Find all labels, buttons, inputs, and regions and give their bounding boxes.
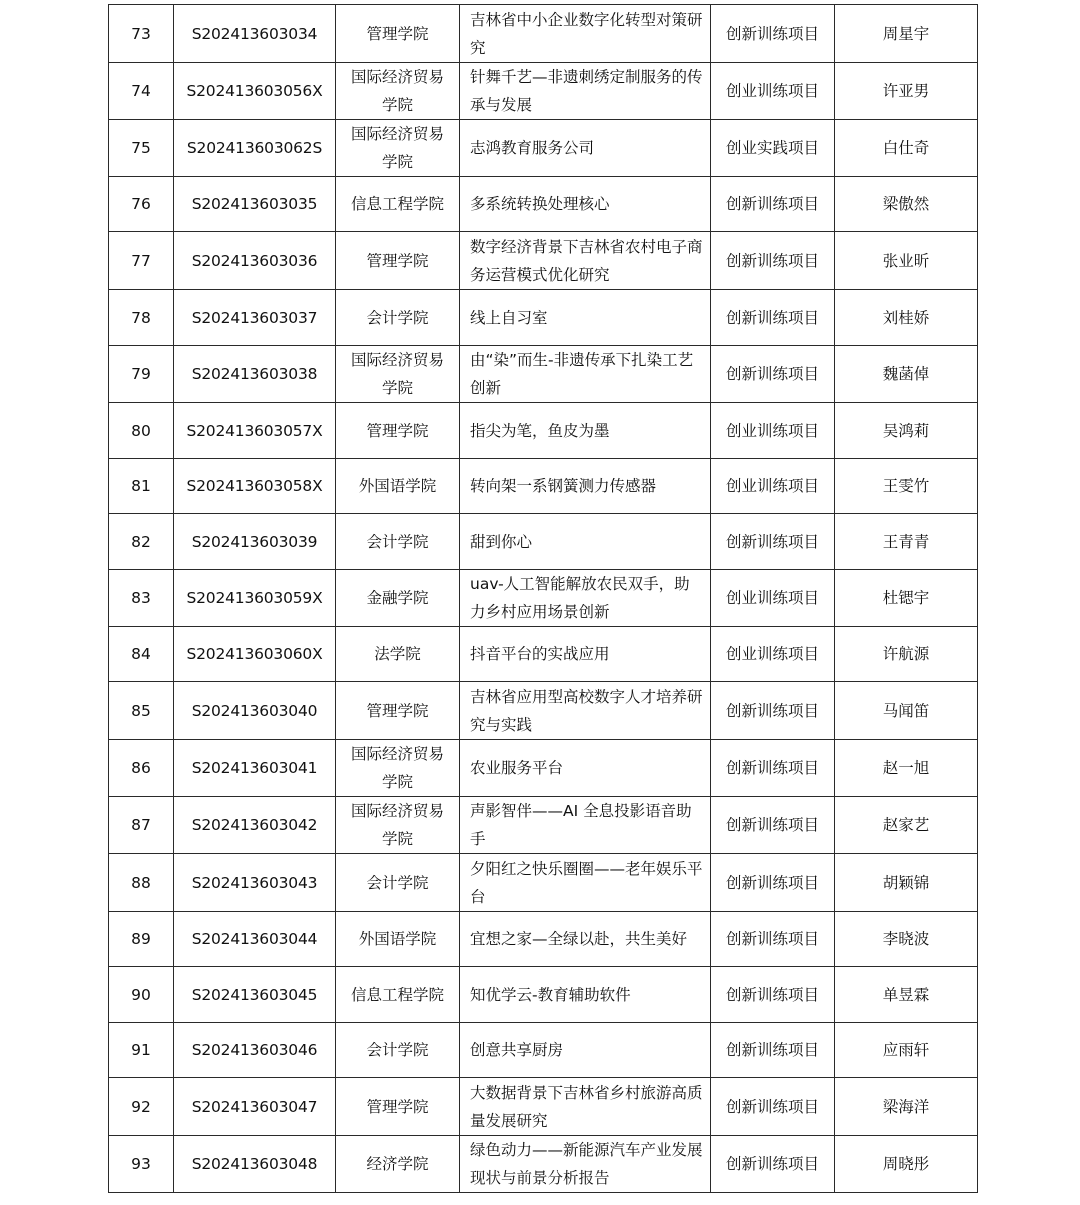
project-leader-cell: 许航源 <box>835 627 978 682</box>
row-number-cell: 82 <box>109 514 174 570</box>
table-row <box>109 63 978 120</box>
project-title-cell: 指尖为笔，鱼皮为墨 <box>460 403 711 459</box>
project-code-cell: S202413603041 <box>174 740 336 797</box>
project-code-cell: S202413603043 <box>174 854 336 912</box>
table-row <box>109 1136 978 1193</box>
project-leader-cell: 王青青 <box>835 514 978 570</box>
college-cell: 国际经济贸易学院 <box>336 797 460 854</box>
project-title-cell: 农业服务平台 <box>460 740 711 797</box>
college-cell: 管理学院 <box>336 1078 460 1136</box>
project-code-cell: S202413603042 <box>174 797 336 854</box>
project-type-cell: 创业训练项目 <box>711 459 835 514</box>
college-cell: 会计学院 <box>336 290 460 346</box>
project-title-cell: 数字经济背景下吉林省农村电子商务运营模式优化研究 <box>460 232 711 290</box>
project-title-cell: 由“染”而生-非遗传承下扎染工艺创新 <box>460 346 711 403</box>
college-cell: 信息工程学院 <box>336 967 460 1023</box>
project-code-cell: S202413603045 <box>174 967 336 1023</box>
table-row <box>109 797 978 854</box>
project-type-cell: 创新训练项目 <box>711 1023 835 1078</box>
row-number-cell: 78 <box>109 290 174 346</box>
college-cell: 会计学院 <box>336 854 460 912</box>
project-type-cell: 创新训练项目 <box>711 290 835 346</box>
table-row <box>109 459 978 514</box>
row-number-cell: 74 <box>109 63 174 120</box>
project-title-cell: 吉林省中小企业数字化转型对策研究 <box>460 5 711 63</box>
project-type-cell: 创业实践项目 <box>711 120 835 177</box>
college-cell: 国际经济贸易学院 <box>336 346 460 403</box>
row-number-cell: 93 <box>109 1136 174 1193</box>
row-number-cell: 90 <box>109 967 174 1023</box>
project-title-cell: 线上自习室 <box>460 290 711 346</box>
project-type-cell: 创业训练项目 <box>711 403 835 459</box>
college-cell: 会计学院 <box>336 1023 460 1078</box>
college-cell: 法学院 <box>336 627 460 682</box>
row-number-cell: 79 <box>109 346 174 403</box>
project-code-cell: S202413603062S <box>174 120 336 177</box>
row-number-cell: 91 <box>109 1023 174 1078</box>
project-leader-cell: 白仕奇 <box>835 120 978 177</box>
project-code-cell: S202413603035 <box>174 177 336 232</box>
project-type-cell: 创新训练项目 <box>711 5 835 63</box>
college-cell: 经济学院 <box>336 1136 460 1193</box>
project-title-cell: 志鸿教育服务公司 <box>460 120 711 177</box>
project-code-cell: S202413603036 <box>174 232 336 290</box>
project-leader-cell: 应雨轩 <box>835 1023 978 1078</box>
project-type-cell: 创新训练项目 <box>711 232 835 290</box>
project-title-cell: 抖音平台的实战应用 <box>460 627 711 682</box>
college-cell: 金融学院 <box>336 570 460 627</box>
row-number-cell: 77 <box>109 232 174 290</box>
project-type-cell: 创新训练项目 <box>711 797 835 854</box>
project-title-cell: 知优学云-教育辅助软件 <box>460 967 711 1023</box>
project-title-cell: 创意共享厨房 <box>460 1023 711 1078</box>
table-row <box>109 682 978 740</box>
table-row <box>109 177 978 232</box>
college-cell: 管理学院 <box>336 682 460 740</box>
project-leader-cell: 周星宇 <box>835 5 978 63</box>
row-number-cell: 88 <box>109 854 174 912</box>
project-leader-cell: 梁傲然 <box>835 177 978 232</box>
project-leader-cell: 赵家艺 <box>835 797 978 854</box>
project-type-cell: 创新训练项目 <box>711 514 835 570</box>
college-cell: 国际经济贸易学院 <box>336 120 460 177</box>
college-cell: 国际经济贸易学院 <box>336 63 460 120</box>
row-number-cell: 83 <box>109 570 174 627</box>
project-leader-cell: 胡颖锦 <box>835 854 978 912</box>
project-code-cell: S202413603044 <box>174 912 336 967</box>
row-number-cell: 87 <box>109 797 174 854</box>
project-code-cell: S202413603040 <box>174 682 336 740</box>
project-type-cell: 创业训练项目 <box>711 627 835 682</box>
row-number-cell: 85 <box>109 682 174 740</box>
project-type-cell: 创新训练项目 <box>711 346 835 403</box>
table-row <box>109 346 978 403</box>
table-row <box>109 5 978 63</box>
project-leader-cell: 张业昕 <box>835 232 978 290</box>
project-title-cell: 针舞千艺—非遗刺绣定制服务的传承与发展 <box>460 63 711 120</box>
table-row <box>109 1078 978 1136</box>
table-row <box>109 740 978 797</box>
row-number-cell: 81 <box>109 459 174 514</box>
college-cell: 国际经济贸易学院 <box>336 740 460 797</box>
project-title-cell: 宜想之家—全绿以赴，共生美好 <box>460 912 711 967</box>
college-cell: 管理学院 <box>336 403 460 459</box>
project-title-cell: 绿色动力——新能源汽车产业发展现状与前景分析报告 <box>460 1136 711 1193</box>
table-row <box>109 290 978 346</box>
project-title-cell: 声影智伴——AI 全息投影语音助手 <box>460 797 711 854</box>
row-number-cell: 80 <box>109 403 174 459</box>
project-type-cell: 创新训练项目 <box>711 1136 835 1193</box>
project-type-cell: 创新训练项目 <box>711 1078 835 1136</box>
project-code-cell: S202413603037 <box>174 290 336 346</box>
row-number-cell: 92 <box>109 1078 174 1136</box>
project-type-cell: 创业训练项目 <box>711 63 835 120</box>
project-type-cell: 创业训练项目 <box>711 570 835 627</box>
project-code-cell: S202413603059X <box>174 570 336 627</box>
project-code-cell: S202413603058X <box>174 459 336 514</box>
project-leader-cell: 赵一旭 <box>835 740 978 797</box>
table-row <box>109 403 978 459</box>
project-code-cell: S202413603047 <box>174 1078 336 1136</box>
project-title-cell: 转向架一系钢簧测力传感器 <box>460 459 711 514</box>
project-type-cell: 创新训练项目 <box>711 177 835 232</box>
project-code-cell: S202413603039 <box>174 514 336 570</box>
project-leader-cell: 许亚男 <box>835 63 978 120</box>
project-leader-cell: 刘桂娇 <box>835 290 978 346</box>
project-title-cell: 大数据背景下吉林省乡村旅游高质量发展研究 <box>460 1078 711 1136</box>
college-cell: 外国语学院 <box>336 912 460 967</box>
row-number-cell: 86 <box>109 740 174 797</box>
project-code-cell: S202413603038 <box>174 346 336 403</box>
project-list-table <box>108 4 978 1193</box>
table-row <box>109 570 978 627</box>
project-type-cell: 创新训练项目 <box>711 682 835 740</box>
row-number-cell: 84 <box>109 627 174 682</box>
college-cell: 会计学院 <box>336 514 460 570</box>
row-number-cell: 76 <box>109 177 174 232</box>
project-title-cell: 夕阳红之快乐圈圈——老年娱乐平台 <box>460 854 711 912</box>
college-cell: 管理学院 <box>336 5 460 63</box>
project-leader-cell: 李晓波 <box>835 912 978 967</box>
row-number-cell: 73 <box>109 5 174 63</box>
row-number-cell: 89 <box>109 912 174 967</box>
table-row <box>109 1023 978 1078</box>
college-cell: 管理学院 <box>336 232 460 290</box>
row-number-cell: 75 <box>109 120 174 177</box>
project-title-cell: 甜到你心 <box>460 514 711 570</box>
project-leader-cell: 杜锶宇 <box>835 570 978 627</box>
project-code-cell: S202413603056X <box>174 63 336 120</box>
project-leader-cell: 周晓彤 <box>835 1136 978 1193</box>
project-leader-cell: 王雯竹 <box>835 459 978 514</box>
project-code-cell: S202413603057X <box>174 403 336 459</box>
table-row <box>109 854 978 912</box>
project-type-cell: 创新训练项目 <box>711 967 835 1023</box>
project-type-cell: 创新训练项目 <box>711 854 835 912</box>
project-title-cell: 吉林省应用型高校数字人才培养研究与实践 <box>460 682 711 740</box>
project-code-cell: S202413603060X <box>174 627 336 682</box>
project-title-cell: 多系统转换处理核心 <box>460 177 711 232</box>
table-row <box>109 627 978 682</box>
table-row <box>109 912 978 967</box>
table-row <box>109 232 978 290</box>
project-leader-cell: 马闻笛 <box>835 682 978 740</box>
table-row <box>109 514 978 570</box>
college-cell: 外国语学院 <box>336 459 460 514</box>
project-leader-cell: 单昱霖 <box>835 967 978 1023</box>
project-type-cell: 创新训练项目 <box>711 740 835 797</box>
table-body <box>109 5 978 1193</box>
table-row <box>109 120 978 177</box>
project-code-cell: S202413603034 <box>174 5 336 63</box>
project-leader-cell: 梁海洋 <box>835 1078 978 1136</box>
project-code-cell: S202413603048 <box>174 1136 336 1193</box>
project-leader-cell: 吴鸿莉 <box>835 403 978 459</box>
project-type-cell: 创新训练项目 <box>711 912 835 967</box>
project-title-cell: uav-人工智能解放农民双手，助力乡村应用场景创新 <box>460 570 711 627</box>
project-leader-cell: 魏菡倬 <box>835 346 978 403</box>
table-row <box>109 967 978 1023</box>
college-cell: 信息工程学院 <box>336 177 460 232</box>
project-code-cell: S202413603046 <box>174 1023 336 1078</box>
